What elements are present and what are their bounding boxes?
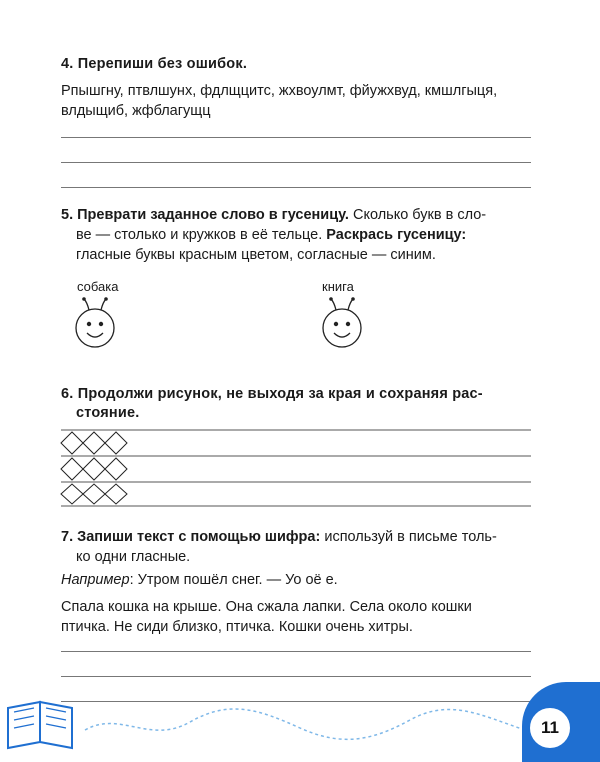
task-5-title: Преврати заданное слово в гусеницу. [77,207,349,223]
task-7-line-2: ко одни гласные. [76,549,191,565]
writing-line [61,676,531,677]
task-5-line-1-rest: Сколько букв в сло- [348,207,487,223]
caterpillar-head-2 [321,296,365,352]
task-4-title: 4. Перепиши без ошибок. [61,56,248,72]
task-7-example [61,569,338,591]
footer-decoration [0,690,530,750]
task-5-line-2-text: ве — столько и кружков в её тельце. [76,227,323,243]
book-icon [8,702,72,748]
task-7-text-line-1: Спала кошка на крыше. Она сжала лапки. Села около кошки [61,599,472,615]
task-4-text-line-1: Рпышгну, птвлшунх, фдлщцитс, жхвоулмт, фйужхвуд, кмшлгыця, [61,83,498,99]
task-5-line-2-bold: Раскрась гусеницу: [322,227,467,243]
task-5-line-2 [76,224,466,246]
task-5-line-3: гласные буквы красным цветом, согласные — синим. [76,247,436,263]
writing-line [61,137,531,138]
task-6-title-line-2: стояние. [76,405,140,421]
task-7-title: 7. Запиши текст с помощью шифра: [61,529,321,545]
caterpillar-head-1 [74,296,118,352]
word-kniga: книга [322,279,354,294]
writing-line [61,162,531,163]
writing-line [61,651,531,652]
task-6-title-line-1: 6. Продолжи рисунок, не выходя за края и сохраняя рас- [61,386,483,402]
task-5-line-1 [61,204,486,226]
task-7-line-1-rest: используй в письме толь- [320,529,497,545]
task-4-text-line-2: влдыщиб, жфблагущц [61,103,211,119]
example-text: : Утром пошёл снег. — Уо оё е. [129,572,338,588]
pattern-grid [58,428,534,508]
task-7-line-1 [61,526,497,548]
task-7-text-line-2: птичка. Не сиди близко, птичка. Кошки очень хитры. [61,619,413,635]
word-sobaka: собака [77,279,119,294]
task-5-number: 5. [61,207,74,223]
example-label: Например [61,572,130,588]
page-number: 11 [528,706,572,750]
writing-line [61,187,531,188]
